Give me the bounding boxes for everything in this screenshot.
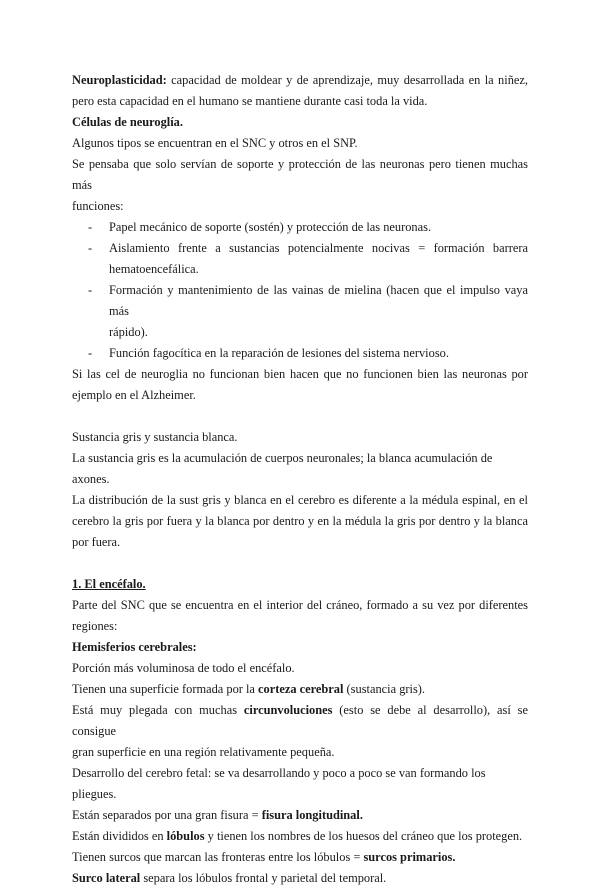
neuroglia-p2-line-1: Se pensaba que solo servían de soporte y protección de las neuronas pero tienen muchas más bbox=[72, 157, 528, 192]
list-item-continuation: hematoencefálica. bbox=[109, 262, 199, 276]
bold-term: Surco lateral bbox=[72, 871, 141, 885]
bullet-dash: - bbox=[88, 241, 93, 255]
neuroglia-p2-line-2: funciones: bbox=[72, 199, 124, 213]
neuroglia-p3-line-1: Si las cel de neuroglia no funcionan bien hacen que no funcionen bien las neuronas por bbox=[72, 367, 528, 381]
list-item-text: Aislamiento frente a sustancias potencialmente nocivas = formación barrera bbox=[109, 241, 528, 255]
spacer bbox=[72, 553, 528, 574]
bullet-dash: - bbox=[88, 346, 93, 360]
hemisferios-line-1: Porción más voluminosa de todo el encéfalo. bbox=[72, 661, 295, 675]
hemisferios-heading-text: Hemisferios cerebrales: bbox=[72, 640, 197, 654]
encefalo-heading-text: 1. El encéfalo. bbox=[72, 577, 146, 591]
text-span: Están divididos en bbox=[72, 829, 167, 843]
list-item bbox=[72, 280, 528, 322]
text-span: Están separados por una gran fisura = bbox=[72, 808, 262, 822]
sustancia-p2-line-3: por fuera. bbox=[72, 535, 121, 549]
neuroglia-heading bbox=[72, 112, 528, 133]
sustancia-heading: Sustancia gris y sustancia blanca. bbox=[72, 430, 238, 444]
hemisferios-line-3b: gran superficie en una región relativamente pequeña. bbox=[72, 745, 335, 759]
encefalo-p1-line-1: Parte del SNC que se encuentra en el interior del cráneo, formado a su vez por diferentes bbox=[72, 598, 528, 612]
list-item-continuation: rápido). bbox=[109, 325, 148, 339]
bold-term: surcos primarios. bbox=[363, 850, 456, 864]
hemisferios-heading bbox=[72, 637, 528, 658]
text-span: separa los lóbulos frontal y parietal del temporal. bbox=[140, 871, 387, 885]
text-span: Está muy plegada con muchas bbox=[72, 703, 244, 717]
sustancia-p2-line-2: cerebro la gris por fuera y la blanca por dentro y en la médula la gris por dentro y la blanca bbox=[72, 514, 528, 528]
bold-term: lóbulos bbox=[166, 829, 205, 843]
hemisferios-line-7 bbox=[72, 847, 528, 868]
neuroplasticidad-def: capacidad de moldear y de aprendizaje, muy desarrollada en la niñez, bbox=[166, 73, 528, 87]
text-span: (esto se debe al desarrollo), así se consigue bbox=[72, 703, 528, 738]
bold-term: fisura longitudinal. bbox=[261, 808, 363, 822]
hemisferios-line-6 bbox=[72, 826, 528, 847]
neuroplasticidad-line-2: pero esta capacidad en el humano se mantiene durante casi toda la vida. bbox=[72, 94, 428, 108]
hemisferios-line-3 bbox=[72, 700, 528, 742]
encefalo-heading bbox=[72, 574, 528, 595]
encefalo-p1-line-2: regiones: bbox=[72, 619, 118, 633]
text-span: Tienen surcos que marcan las fronteras entre los lóbulos = bbox=[72, 850, 364, 864]
neuroglia-intro: Algunos tipos se encuentran en el SNC y otros en el SNP. bbox=[72, 136, 358, 150]
neuroplasticidad-term: Neuroplasticidad: bbox=[72, 73, 167, 87]
list-item bbox=[72, 217, 528, 238]
hemisferios-line-8 bbox=[72, 868, 528, 889]
bold-term: corteza cerebral bbox=[258, 682, 344, 696]
hemisferios-line-4: Desarrollo del cerebro fetal: se va desarrollando y poco a poco se van formando los pliegues. bbox=[72, 766, 486, 801]
bold-term: circunvoluciones bbox=[243, 703, 333, 717]
hemisferios-line-5 bbox=[72, 805, 528, 826]
list-item-text: Función fagocítica en la reparación de lesiones del sistema nervioso. bbox=[109, 346, 449, 360]
list-item-text: Papel mecánico de soporte (sostén) y protección de las neuronas. bbox=[109, 220, 432, 234]
spacer bbox=[72, 406, 528, 427]
list-item bbox=[72, 343, 528, 364]
text-span: y tienen los nombres de los huesos del cráneo que los protegen. bbox=[204, 829, 523, 843]
hemisferios-line-2 bbox=[72, 679, 528, 700]
sustancia-p2-line-1: La distribución de la sust gris y blanca en el cerebro es diferente a la médula espinal, en el bbox=[72, 493, 528, 507]
neuroplasticidad-line-1 bbox=[72, 70, 528, 91]
bullet-dash: - bbox=[88, 220, 93, 234]
neuroglia-heading-text: Células de neuroglía. bbox=[72, 115, 183, 129]
sustancia-line-1: La sustancia gris es la acumulación de cuerpos neuronales; la blanca acumulación de axones. bbox=[72, 451, 493, 486]
list-item bbox=[72, 238, 528, 259]
text-span: Tienen una superficie formada por la bbox=[72, 682, 259, 696]
document-page bbox=[72, 70, 528, 889]
text-span: (sustancia gris). bbox=[343, 682, 426, 696]
neuroglia-p3-line-2: ejemplo en el Alzheimer. bbox=[72, 388, 196, 402]
list-item-text: Formación y mantenimiento de las vainas de mielina (hacen que el impulso vaya más bbox=[109, 283, 528, 318]
bullet-dash: - bbox=[88, 283, 93, 297]
